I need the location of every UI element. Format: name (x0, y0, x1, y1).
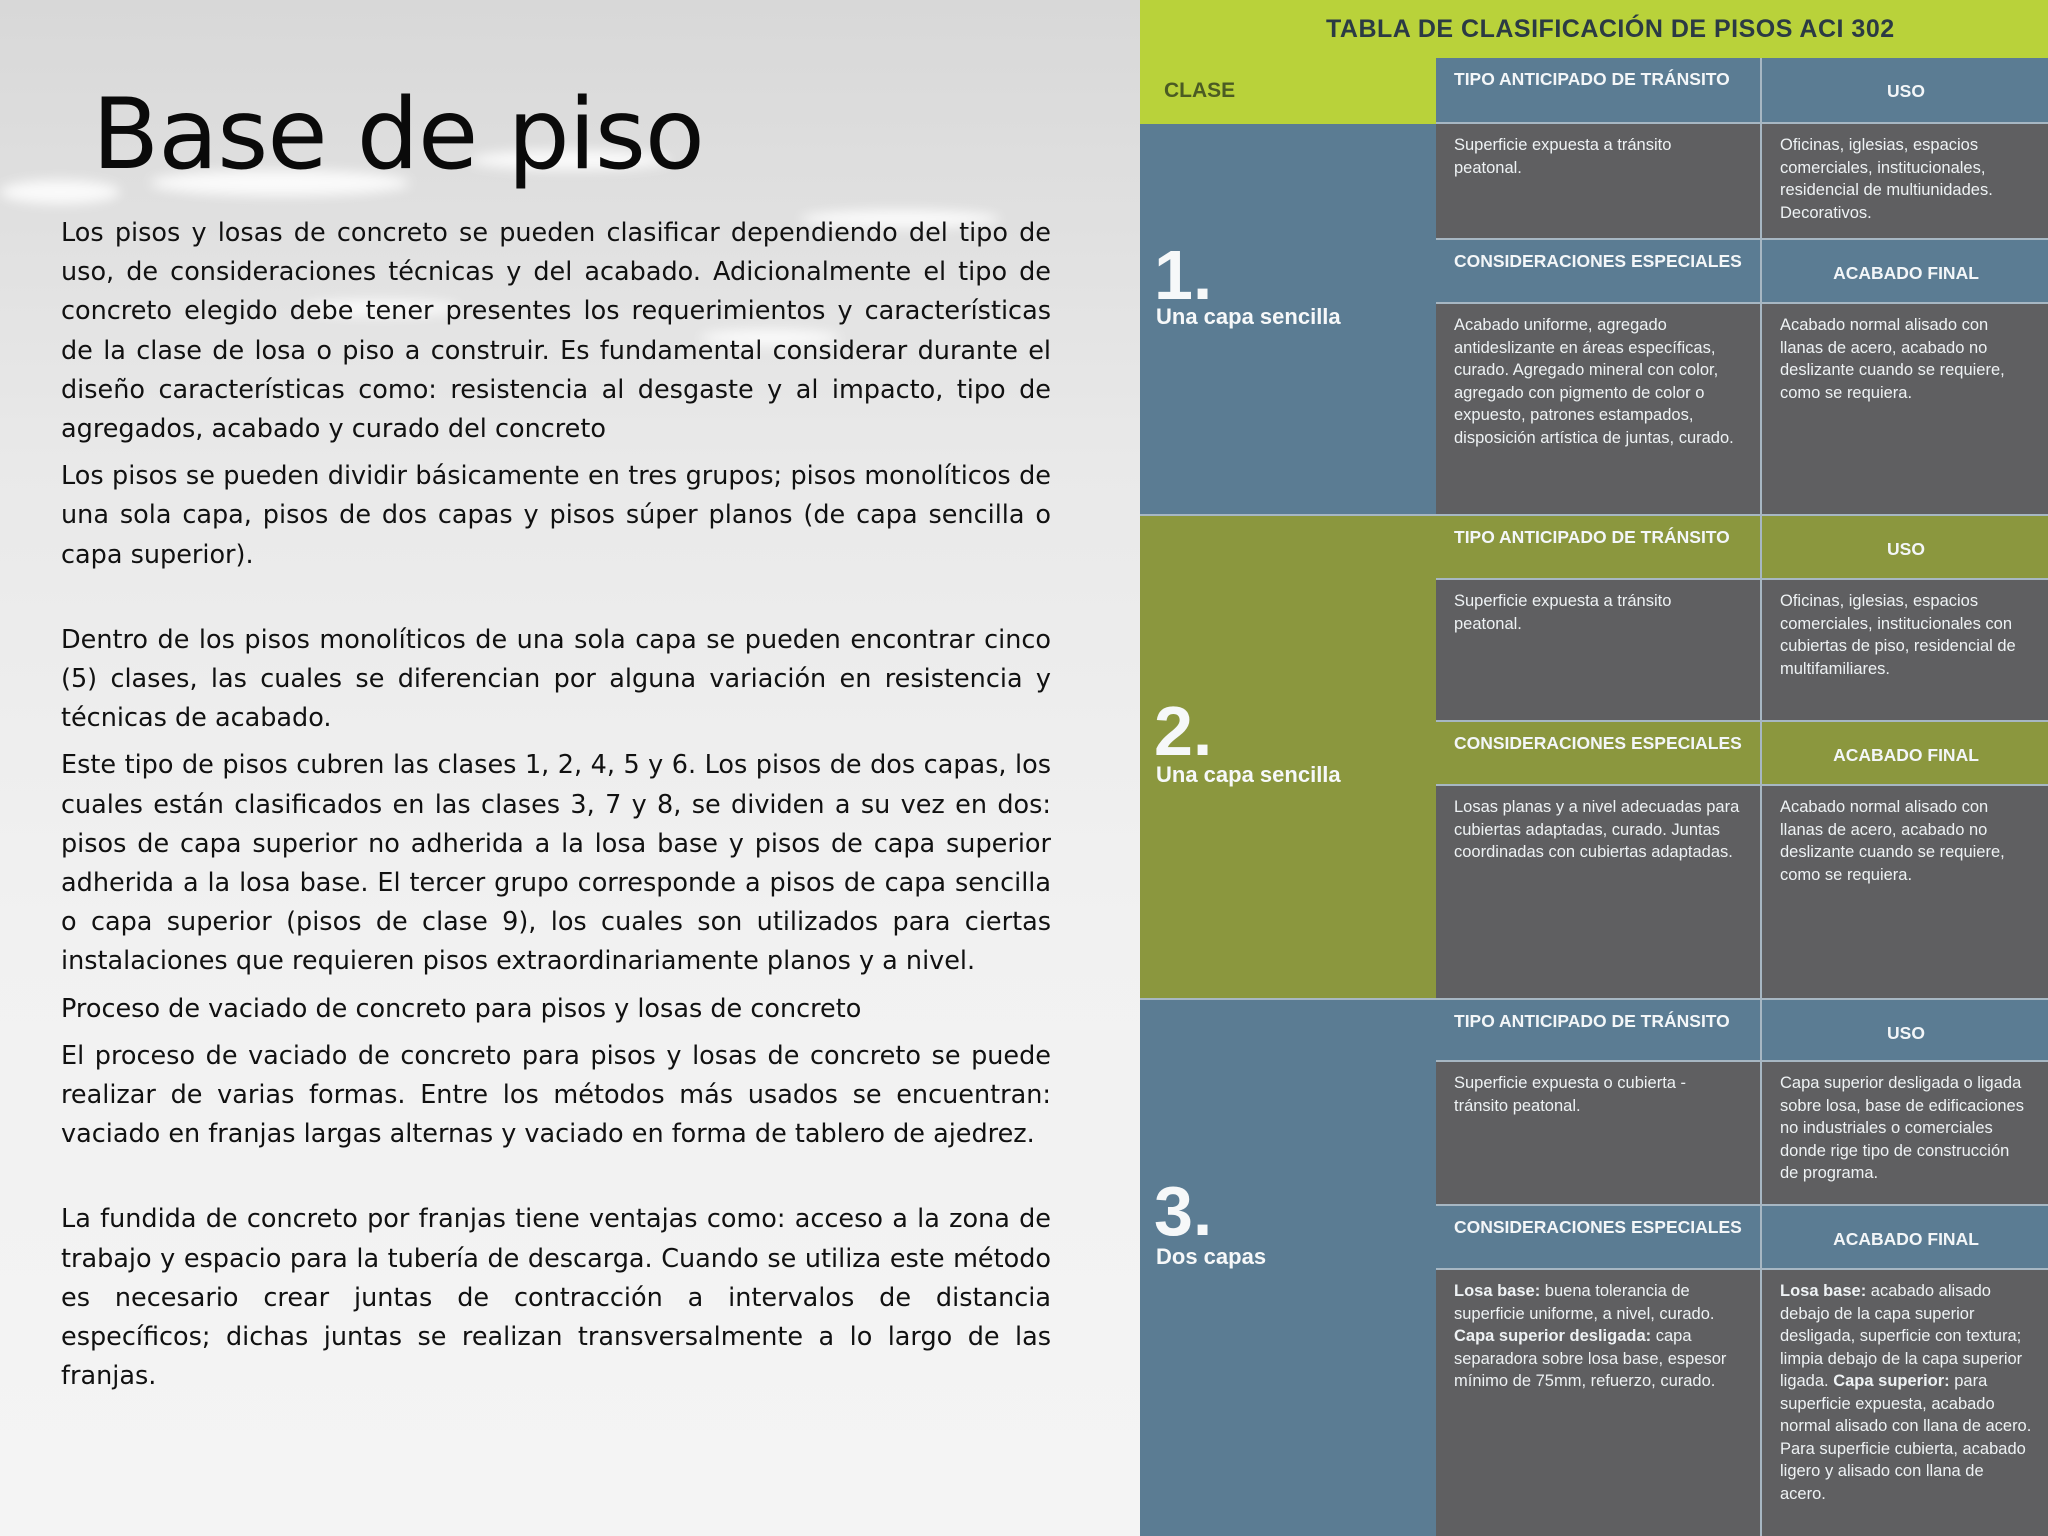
class-number: 3. (1154, 1172, 1213, 1250)
class-label: Una capa sencilla (1156, 762, 1341, 787)
class-3-transito: Superficie expuesta o cubierta - tránsito peatonal. (1436, 1062, 1762, 1206)
class-2-uso: Oficinas, iglesias, espacios comerciales, institucionales con cubiertas de piso, residencial de multifamiliares. (1762, 580, 2048, 722)
class-number: 1. (1154, 236, 1213, 314)
class-3-acabado: Losa base: acabado alisado debajo de la capa superior desligada, superficie con textura; limpia debajo de la capa superior ligada. Capa superior: para superficie expuesta, acabado normal alisado con llana de acero. Para superficie cubierta, acabado ligero y alisado con llana de acero. (1762, 1270, 2048, 1536)
classification-table (1140, 0, 2048, 1536)
subheading: Proceso de vaciado de concreto para pisos y losas de concreto (61, 993, 862, 1024)
class-2-consideraciones: Losas planas y a nivel adecuadas para cubiertas adaptadas, curado. Juntas coordinadas con cubiertas adaptadas. (1436, 786, 1762, 1000)
column-header-transito: TIPO ANTICIPADO DE TRÁNSITO (1436, 58, 1762, 124)
class-3-consideraciones-header: CONSIDERACIONES ESPECIALES (1436, 1206, 1762, 1270)
class-number: 2. (1154, 692, 1213, 770)
class-1-consideraciones: Acabado uniforme, agregado antideslizante en áreas específicas, curado. Agregado mineral con color, agregado con pigmento de color o expuesto, patrones estampados, disposición artística de juntas, curado. (1436, 304, 1762, 516)
table-title: TABLA DE CLASIFICACIÓN DE PISOS ACI 302 (1140, 0, 2048, 58)
paragraph: Los pisos se pueden dividir básicamente en tres grupos; pisos monolíticos de una sola capa, pisos de dos capas y pisos súper planos (de capa sencilla o capa superior). (61, 461, 1051, 570)
class-1-consideraciones-header: CONSIDERACIONES ESPECIALES (1436, 240, 1762, 304)
paragraph: Este tipo de pisos cubren las clases 1, 2, 4, 5 y 6. Los pisos de dos capas, los cuales están clasificados en las clases 3, 7 y 8, se dividen a su vez en dos: pisos de capa superior no adherida a la losa base y pisos de capa superior adherida a la losa base. El tercer grupo corresponde a pisos de capa sencilla o capa superior (pisos de clase 9), los cuales son utilizados para ciertas instalaciones que requieren pisos extraordinariamente planos y a nivel. (61, 750, 1051, 977)
class-2-consideraciones-header: CONSIDERACIONES ESPECIALES (1436, 722, 1762, 786)
paragraph: La fundida de concreto por franjas tiene ventajas como: acceso a la zona de trabajo y espacio para la tubería de descarga. Cuando se utiliza este método es necesario crear juntas de contracción a intervalos de distancia específicos; dichas juntas se realizan transversalmente a lo largo de las franjas. (61, 1204, 1051, 1392)
class-2-acabado-header: ACABADO FINAL (1762, 722, 2048, 786)
class-3-uso: Capa superior desligada o ligada sobre losa, base de edificaciones no industriales o comerciales donde rige tipo de construcción de programa. (1762, 1062, 2048, 1206)
class-1-transito: Superficie expuesta a tránsito peatonal. (1436, 124, 1762, 240)
body-text (61, 214, 1051, 1404)
class-label: Una capa sencilla (1156, 304, 1341, 329)
class-2-transito-header: TIPO ANTICIPADO DE TRÁNSITO (1436, 516, 1762, 580)
class-2-acabado: Acabado normal alisado con llanas de acero, acabado no deslizante cuando se requiere, como se requiera. (1762, 786, 2048, 1000)
column-header-uso: USO (1762, 58, 2048, 124)
class-3-acabado-header: ACABADO FINAL (1762, 1206, 2048, 1270)
class-2-cell (1140, 516, 1436, 1000)
page-title: Base de piso (92, 78, 704, 192)
class-1-acabado-header: ACABADO FINAL (1762, 240, 2048, 304)
paragraph: Dentro de los pisos monolíticos de una sola capa se pueden encontrar cinco (5) clases, las cuales se diferencian por alguna variación en resistencia y técnicas de acabado. (61, 624, 1051, 734)
class-1-cell (1140, 124, 1436, 516)
column-header-clase: CLASE (1140, 58, 1436, 124)
class-1-acabado: Acabado normal alisado con llanas de acero, acabado no deslizante cuando se requiere, como se requiera. (1762, 304, 2048, 516)
class-3-uso-header: USO (1762, 1000, 2048, 1062)
class-3-transito-header: TIPO ANTICIPADO DE TRÁNSITO (1436, 1000, 1762, 1062)
class-2-transito: Superficie expuesta a tránsito peatonal. (1436, 580, 1762, 722)
class-2-uso-header: USO (1762, 516, 2048, 580)
class-1-uso: Oficinas, iglesias, espacios comerciales, institucionales, residencial de multiunidades. Decorativos. (1762, 124, 2048, 240)
paragraph: El proceso de vaciado de concreto para pisos y losas de concreto se puede realizar de varias formas. Entre los métodos más usados se encuentran: vaciado en franjas largas alternas y vaciado en forma de tablero de ajedrez. (61, 1040, 1051, 1150)
paragraph: Los pisos y losas de concreto se pueden clasificar dependiendo del tipo de uso, de consideraciones técnicas y del acabado. Adicionalmente el tipo de concreto elegido debe tener presentes los requerimientos y características de la clase de losa o piso a construir. Es fundamental considerar durante el diseño características como: resistencia al desgaste y al impacto, tipo de agregados, acabado y curado del concreto (61, 218, 1051, 445)
class-3-consideraciones: Losa base: buena tolerancia de superficie uniforme, a nivel, curado. Capa superior desligada: capa separadora sobre losa base, espesor mínimo de 75mm, refuerzo, curado. (1436, 1270, 1762, 1536)
class-3-cell (1140, 1000, 1436, 1536)
class-label: Dos capas (1156, 1244, 1267, 1269)
